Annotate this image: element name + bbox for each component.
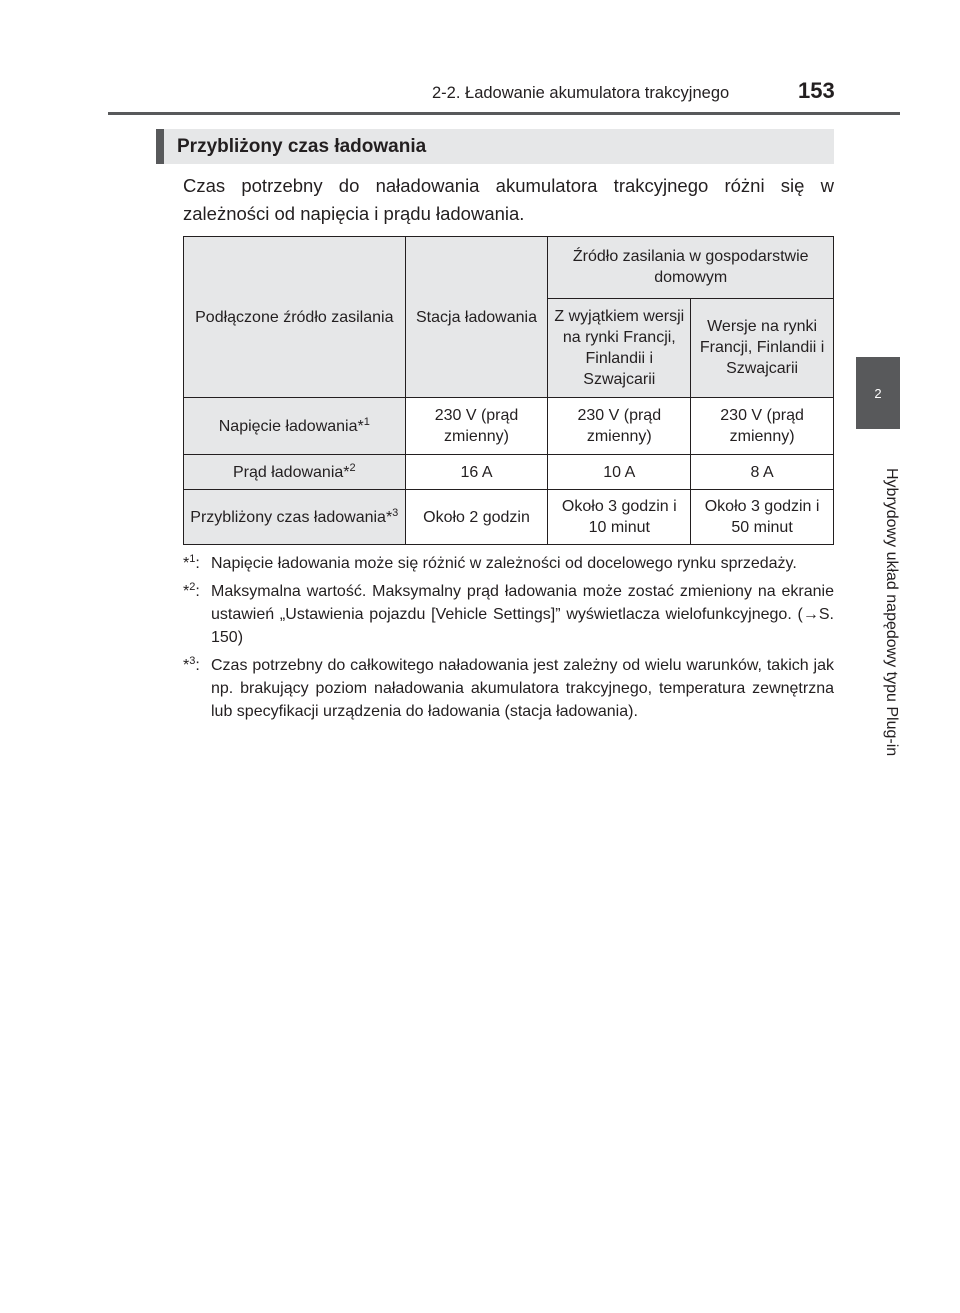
footnote-marker: *$^3$: xyxy=(183,655,200,674)
footnote-marker: *$^1$: xyxy=(183,553,200,572)
header-home: Źródło zasilania w gospodarstwie domowym xyxy=(548,237,834,299)
table-row xyxy=(184,398,834,455)
table-cell: Około 3 godzin i 50 minut xyxy=(691,490,834,545)
footnote xyxy=(183,654,834,723)
footnote-text: Czas potrzebny do całkowitego naładowania jest zależny od wielu warunków, takich jak np. brakujący poziom naładowania akumulatora trakcyjnego, temperatura zewnętrzna lub specyfikacji urządzenia do ładowania (stacja ładowania). xyxy=(211,657,834,720)
footnote xyxy=(183,580,834,649)
section-title: Przybliżony czas ładowania xyxy=(177,135,427,157)
table-cell: 8 A xyxy=(691,455,834,490)
header-source: Podłączone źródło zasilania xyxy=(184,237,406,398)
page-number: 153 xyxy=(798,78,835,103)
table-cell: 230 V (prąd zmienny) xyxy=(405,398,548,455)
chapter-title: Hybrydowy układ napędowy typu Plug-in xyxy=(883,467,900,757)
chapter-tab xyxy=(856,357,900,429)
footnote xyxy=(183,552,834,575)
charging-time-table xyxy=(183,236,834,545)
table-row xyxy=(184,455,834,490)
row-label-current: Prąd ładowania*$^2$ xyxy=(184,455,406,490)
intro-paragraph: Czas potrzebny do naładowania akumulatora trakcyjnego różni się w zależności od napięcia i prądu ładowania. xyxy=(183,175,834,224)
header-station: Stacja ładowania xyxy=(405,237,548,398)
row-label-voltage: Napięcie ładowania*$^1$ xyxy=(184,398,406,455)
footnote-text: Maksymalna wartość. Maksymalny prąd ładowania może zostać zmieniony na ekranie ustawień „Ustawienia pojazdu [Vehicle Settings]” wyświetlacza wielofunkcyjnego. (→S. 150) xyxy=(211,583,834,646)
table-row xyxy=(184,490,834,545)
table-cell: Około 2 godzin xyxy=(405,490,548,545)
table-cell: 230 V (prąd zmienny) xyxy=(691,398,834,455)
header-except: Z wyjątkiem wersji na rynki Francji, Finlandii i Szwajcarii xyxy=(548,298,691,397)
footnote-marker: *$^2$: xyxy=(183,581,200,600)
header-rule xyxy=(108,112,900,115)
header-versions: Wersje na rynki Francji, Finlandii i Szwajcarii xyxy=(691,298,834,397)
table-header-row xyxy=(184,237,834,299)
chapter-number: 2 xyxy=(874,385,882,401)
footnote-text: Napięcie ładowania może się różnić w zależności od docelowego rynku sprzedaży. xyxy=(211,555,797,572)
table-cell: Około 3 godzin i 10 minut xyxy=(548,490,691,545)
section-heading-marker xyxy=(156,129,164,164)
table-cell: 230 V (prąd zmienny) xyxy=(548,398,691,455)
table-cell: 10 A xyxy=(548,455,691,490)
table-cell: 16 A xyxy=(405,455,548,490)
footnotes xyxy=(183,552,834,728)
section-heading xyxy=(156,129,834,164)
row-label-time: Przybliżony czas ładowania*$^3$ xyxy=(184,490,406,545)
running-header: 2-2. Ładowanie akumulatora trakcyjnego xyxy=(432,84,730,102)
